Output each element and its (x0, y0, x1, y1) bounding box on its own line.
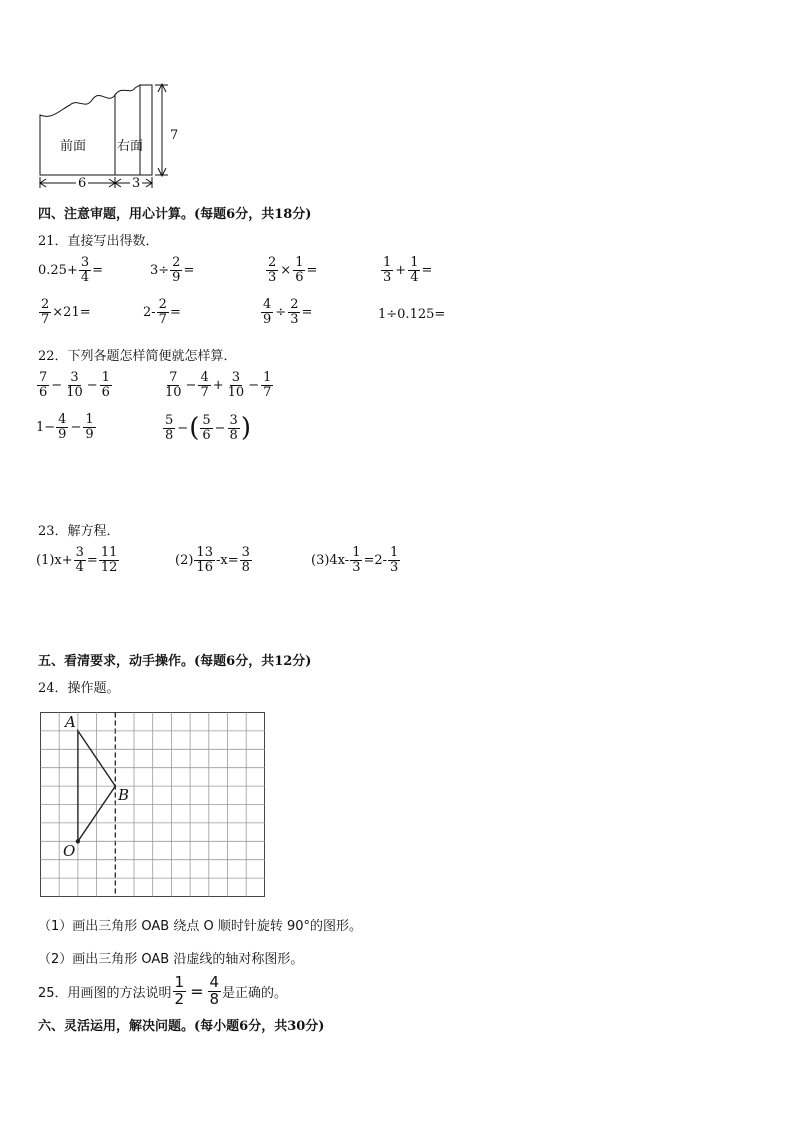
section5-title: 五、看清要求，动手操作。(每题6分，共12分) (38, 654, 312, 669)
q22-expr-2: $\frac{7}{10}$ − $\frac{4}{7}$ + $\frac{3}{10}$ − $\frac{1}{7}$ (165, 370, 272, 400)
q24-task-2: （2）画出三角形 OAB 沿虚线的轴对称图形。 (38, 952, 304, 967)
q21-item-7: $\frac{4}{9}$ ÷ $\frac{2}{3}$ = (263, 297, 313, 327)
q24-task-1: （1）画出三角形 OAB 绕点 O 顺时针旋转 90°的图形。 (38, 919, 363, 934)
front-label: 前面 (60, 139, 87, 154)
width-right-label: 3 (132, 176, 141, 191)
section6-title: 六、灵活运用，解决问题。(每小题6分，共30分) (38, 1019, 325, 1034)
q21-item-6: 2- $\frac{2}{7}$ = (143, 297, 181, 327)
q21-item-4: $\frac{1}{3}$ + $\frac{1}{4}$ = (383, 255, 433, 285)
q21-item-8: 1÷0.125= (378, 307, 446, 322)
q22-title: 22．下列各题怎样简便就怎样算． (38, 349, 237, 364)
q21-item-1: 0.25+ $\frac{3}{4}$ = (38, 255, 104, 285)
section4-title: 四、注意审题，用心计算。(每题6分，共18分) (38, 207, 312, 222)
q22-expr-1: $\frac{7}{6}$ − $\frac{3}{10}$ − $\frac{1}{6}$ (39, 370, 110, 400)
q23-eq-3: (3)4x- $\frac{1}{3}$ =2- $\frac{1}{3}$ (311, 545, 399, 575)
q25: 25．用画图的方法说明 $\frac{1}{2}$ = $\frac{4}{8}$ 是正确的。 (38, 973, 288, 1008)
q21-item-2: 3÷ $\frac{2}{9}$ = (150, 255, 195, 285)
q22-expr-4: $\frac{5}{8}$ − ( $\frac{5}{6}$ − $\frac{3}{8}$ ) (165, 412, 251, 443)
q24-title: 24．操作题。 (38, 681, 120, 696)
point-b-label: B (118, 786, 130, 804)
point-o (76, 839, 80, 843)
q21-title: 21．直接写出得数． (38, 234, 159, 249)
q23-eq-1: (1)x+ $\frac{3}{4}$ = $\frac{11}{12}$ (36, 545, 118, 575)
point-o-label: O (63, 842, 76, 860)
q23-title: 23．解方程． (38, 524, 120, 539)
q23-eq-2: (2) $\frac{13}{16}$ -x= $\frac{3}{8}$ (175, 545, 250, 575)
width-front-label: 6 (78, 176, 87, 191)
q22-expr-3: 1− $\frac{4}{9}$ − $\frac{1}{9}$ (36, 412, 94, 442)
height-label: 7 (170, 128, 179, 143)
graph-grid (40, 712, 266, 898)
point-a-label: A (65, 713, 76, 731)
right-label: 右面 (117, 139, 144, 154)
q21-item-5: $\frac{2}{7}$ ×21= (41, 297, 91, 327)
q21-item-3: $\frac{2}{3}$ × $\frac{1}{6}$ = (268, 255, 318, 285)
